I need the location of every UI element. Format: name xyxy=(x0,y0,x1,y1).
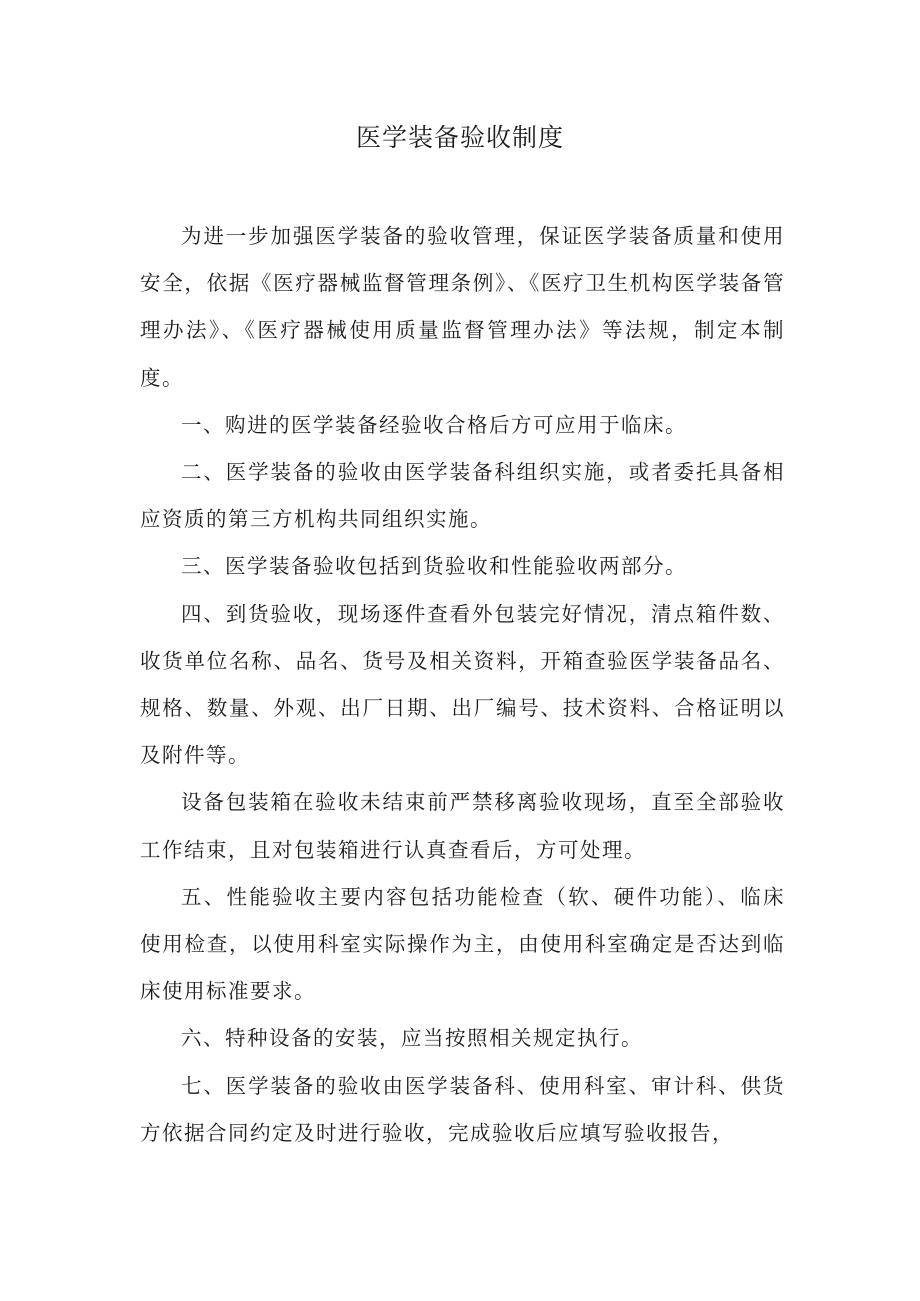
document-body xyxy=(140,213,785,1157)
document-title: 医学装备验收制度 xyxy=(355,123,564,152)
paragraph-item-6: 六、特种设备的安装，应当按照相关规定执行。 xyxy=(181,1026,643,1051)
paragraph-item-2: 二、医学装备的验收由医学装备科组织实施，或者委托具备相应资质的第三方机构共同组织实施。 xyxy=(140,460,785,532)
paragraph-item-1: 一、购进的医学装备经验收合格后方可应用于临床。 xyxy=(181,412,687,437)
paragraph-item-3: 三、医学装备验收包括到货验收和性能验收两部分。 xyxy=(181,554,687,579)
paragraph-item-4-note: 设备包装箱在验收未结束前严禁移离验收现场，直至全部验收工作结束，且对包装箱进行认真查看后，方可处理。 xyxy=(140,790,785,862)
paragraph-item-7: 七、医学装备的验收由医学装备科、使用科室、审计科、供货方依据合同约定及时进行验收，完成验收后应填写验收报告， xyxy=(140,1073,785,1145)
paragraph-intro: 为进一步加强医学装备的验收管理，保证医学装备质量和使用安全，依据《医疗器械监督管理条例》、《医疗卫生机构医学装备管理办法》、《医疗器械使用质量监督管理办法》等法规，制定本制度。 xyxy=(140,224,785,390)
paragraph-item-4: 四、到货验收，现场逐件查看外包装完好情况，清点箱件数、收货单位名称、品名、货号及相关资料，开箱查验医学装备品名、规格、数量、外观、出厂日期、出厂编号、技术资料、合格证明以及附件等。 xyxy=(140,601,785,768)
paragraph-item-5: 五、性能验收主要内容包括功能检查（软、硬件功能）、临床使用检查，以使用科室实际操作为主，由使用科室确定是否达到临床使用标准要求。 xyxy=(140,884,785,1004)
